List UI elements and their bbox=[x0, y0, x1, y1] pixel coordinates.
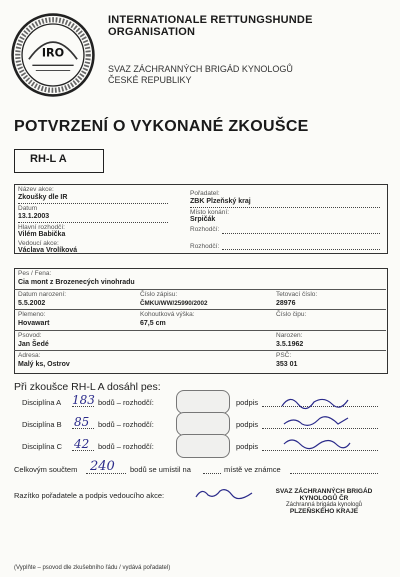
event-name-label: Název akce: bbox=[18, 186, 54, 193]
date-label: Datum bbox=[18, 205, 38, 212]
signature-label: Razítko pořadatele a podpis vedoucího akce: bbox=[14, 491, 165, 500]
org-name-en bbox=[108, 14, 313, 38]
iro-logo-seal bbox=[10, 12, 96, 98]
tattoo-label: Tetovací číslo: bbox=[276, 291, 318, 298]
discipline-a-sign-label: podpis bbox=[236, 398, 259, 407]
dog-value: Cia mont z Brozenecých vinohradu bbox=[18, 279, 135, 286]
discipline-c-label: Disciplína C bbox=[22, 442, 63, 451]
stamp-line4: PLZEŇSKÉHO KRAJE bbox=[289, 508, 359, 515]
discipline-b-mid: bodů – rozhodčí: bbox=[98, 420, 154, 429]
birth-label: Datum narození: bbox=[18, 291, 67, 298]
judge-signature-b bbox=[282, 412, 352, 430]
total-suffix: bodů se umístil na bbox=[130, 465, 191, 474]
judges2-label: Rozhodčí: bbox=[190, 243, 220, 250]
handler-value: Jan Šedé bbox=[18, 341, 49, 348]
address-value: Malý ks, Ostrov bbox=[18, 361, 70, 368]
head-judge-value: Vilém Babička bbox=[18, 231, 66, 238]
organizer-value: ZBK Plzeňský kraj bbox=[190, 198, 251, 205]
dog-label: Pes / Fena: bbox=[18, 270, 52, 277]
studbook-value: ČMKU/WW/25990/2002 bbox=[140, 300, 208, 307]
exam-code: RH-L A bbox=[30, 153, 67, 165]
discipline-a-score: 183 bbox=[72, 393, 95, 407]
results-intro: Při zkoušce RH-L A dosáhl pes: bbox=[14, 381, 161, 393]
footer-note: (Vyplňte – psovod dle zkušebního řádu / vydává pořadatel) bbox=[14, 565, 171, 571]
head-judge-label: Hlavní rozhodčí: bbox=[18, 224, 65, 231]
stamp-line3: Záchranná brigáda kynologů bbox=[285, 502, 363, 508]
org-name-en-line1: INTERNATIONALE RETTUNGSHUNDE bbox=[108, 14, 313, 26]
org-name-cz-line1: SVAZ ZÁCHRANNÝCH BRIGÁD KYNOLOGŮ bbox=[108, 64, 293, 74]
birth-value: 5.5.2002 bbox=[18, 300, 46, 307]
zip-value: 353 01 bbox=[276, 361, 298, 368]
discipline-a-label: Disciplína A bbox=[22, 398, 62, 407]
date-value: 13.1.2003 bbox=[18, 213, 50, 220]
judge-stamp-c bbox=[176, 434, 230, 458]
address-label: Adresa: bbox=[18, 352, 41, 359]
org-name-cz bbox=[108, 64, 293, 86]
judge-signature-c bbox=[282, 434, 352, 452]
discipline-c-sign-label: podpis bbox=[236, 442, 259, 451]
judge-stamp-b bbox=[176, 412, 230, 436]
stamp-line1: SVAZ ZÁCHRANNÝCH BRIGÁD bbox=[275, 488, 373, 495]
event-name-value: Zkoušky dle IR bbox=[18, 194, 68, 201]
breed-value: Hovawart bbox=[18, 320, 50, 327]
place-value: Srpičák bbox=[190, 216, 216, 223]
studbook-label: Číslo zápisu: bbox=[140, 291, 178, 298]
discipline-b-label: Disciplína B bbox=[22, 420, 62, 429]
document-title: POTVRZENÍ O VYKONANÉ ZKOUŠCE bbox=[14, 118, 309, 135]
height-label: Kohoutková výška: bbox=[140, 311, 195, 318]
organizer-label: Pořadatel: bbox=[190, 190, 220, 197]
height-value: 67,5 cm bbox=[140, 320, 166, 327]
chip-label: Číslo čipu: bbox=[276, 311, 307, 318]
born-value: 3.5.1962 bbox=[276, 341, 304, 348]
judge-signature-a bbox=[280, 392, 350, 410]
org-name-cz-line2: ČESKÉ REPUBLIKY bbox=[108, 75, 192, 85]
logo-letters: IRO bbox=[41, 46, 65, 60]
leader-value: Václava Vrolíková bbox=[18, 247, 78, 254]
org-name-en-line2: ORGANISATION bbox=[108, 26, 196, 38]
leader-label: Vedoucí akce: bbox=[18, 240, 59, 247]
organizer-stamp bbox=[256, 488, 392, 515]
discipline-b-sign-label: podpis bbox=[236, 420, 259, 429]
stamp-line2: KYNOLOGŮ ČR bbox=[299, 495, 349, 502]
total-label: Celkovým součtem bbox=[14, 465, 78, 474]
judge-stamp-a bbox=[176, 390, 230, 414]
discipline-c-mid: bodů – rozhodčí: bbox=[98, 442, 154, 451]
leader-signature bbox=[194, 485, 254, 501]
discipline-c-score: 42 bbox=[74, 437, 90, 451]
handler-label: Psovod: bbox=[18, 332, 42, 339]
breed-label: Plemeno: bbox=[18, 311, 46, 318]
born-label: Narozen: bbox=[276, 332, 303, 339]
tattoo-value: 28976 bbox=[276, 300, 296, 307]
zip-label: PSČ: bbox=[276, 352, 292, 359]
total-score: 240 bbox=[90, 459, 115, 474]
discipline-a-mid: bodů – rozhodčí: bbox=[98, 398, 154, 407]
discipline-b-score: 85 bbox=[74, 415, 90, 429]
judges-label: Rozhodčí: bbox=[190, 226, 220, 233]
total-suffix2: místě ve známce bbox=[224, 465, 281, 474]
place-label: Místo konání: bbox=[190, 209, 230, 216]
